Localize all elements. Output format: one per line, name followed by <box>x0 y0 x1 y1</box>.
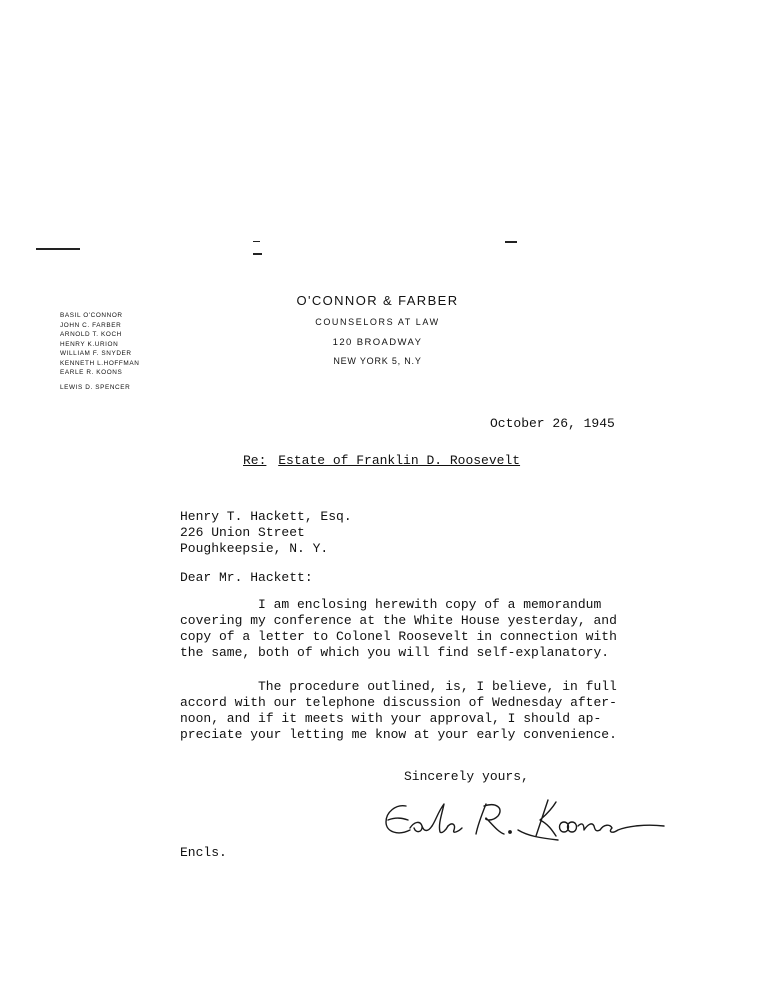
letter-date: October 26, 1945 <box>490 416 615 431</box>
partner-name: KENNETH L.HOFFMAN <box>60 359 140 367</box>
partner-list <box>60 311 139 392</box>
paragraph-1-line: covering my conference at the White House yesterday, and <box>180 613 617 628</box>
handwritten-signature <box>378 790 668 860</box>
paragraph-2-line: The procedure outlined, is, I believe, in full <box>258 679 617 694</box>
subject-text: Estate of Franklin D. Roosevelt <box>278 453 521 468</box>
partner-name: ARNOLD T. KOCH <box>60 331 122 338</box>
paragraph-1-line: I am enclosing herewith copy of a memorandum <box>258 597 602 612</box>
subject-line <box>243 453 520 468</box>
firm-address-city: NEW YORK 5, N.Y <box>333 356 422 366</box>
scan-mark-center-top <box>253 241 260 242</box>
paragraph-2-line: preciate your letting me know at your early convenience. <box>180 727 617 742</box>
addressee-street: 226 Union Street <box>180 525 305 540</box>
paragraph-1-line: copy of a letter to Colonel Roosevelt in connection with <box>180 629 617 644</box>
firm-address-street: 120 BROADWAY <box>332 337 423 348</box>
salutation: Dear Mr. Hackett: <box>180 570 313 585</box>
scan-mark-right <box>505 241 517 243</box>
enclosure-note: Encls. <box>180 845 227 860</box>
firm-subtitle: COUNSELORS AT LAW <box>315 317 440 327</box>
scan-mark-left <box>36 248 80 250</box>
paragraph-2-line: accord with our telephone discussion of Wednesday after- <box>180 695 617 710</box>
partner-name: EARLE R. KOONS <box>60 369 123 376</box>
partner-name: JOHN C. FARBER <box>60 321 122 329</box>
paragraph-1-line: the same, both of which you will find self-explanatory. <box>180 645 610 660</box>
paragraph-2-line: noon, and if it meets with your approval, I should ap- <box>180 711 602 726</box>
addressee-city: Poughkeepsie, N. Y. <box>180 541 329 556</box>
addressee-name: Henry T. Hackett, Esq. <box>180 509 352 524</box>
closing: Sincerely yours, <box>404 769 529 784</box>
partner-name: BASIL O'CONNOR <box>60 312 123 319</box>
scan-mark-center-bottom <box>253 253 262 255</box>
firm-name: O'CONNOR & FARBER <box>296 293 459 308</box>
partner-name: WILLIAM F. SNYDER <box>60 350 132 357</box>
associate-name: LEWIS D. SPENCER <box>60 383 131 391</box>
partner-name: HENRY K.URION <box>60 340 119 348</box>
subject-label: Re: <box>243 453 267 468</box>
